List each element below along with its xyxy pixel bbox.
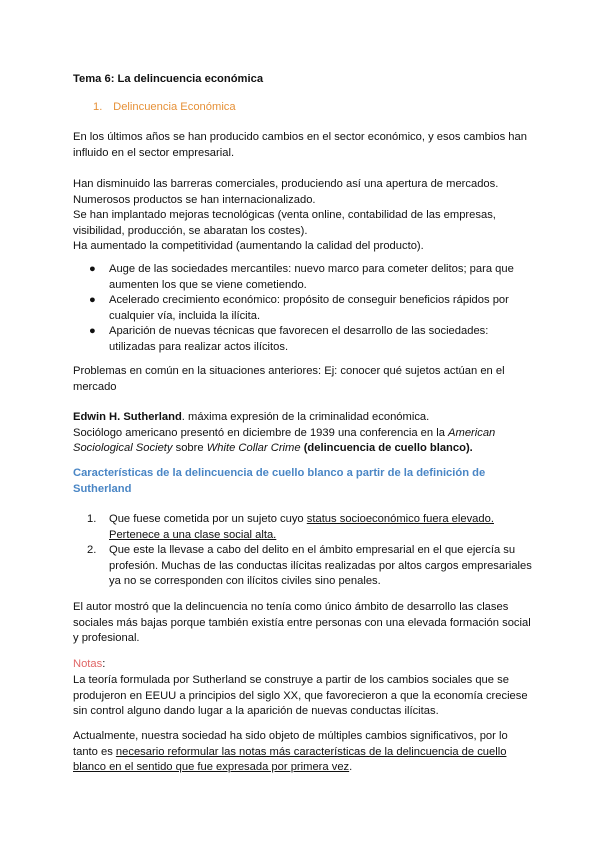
item-number: 2. (87, 544, 97, 556)
page-title: Tema 6: La delincuencia económica (73, 73, 264, 85)
changes-line: Han disminuido las barreras comerciales, produciendo así una apertura de mercados. (73, 178, 499, 190)
section-heading-delincuencia-economica (93, 100, 553, 116)
changes-line: Se han implantado mejoras tecnológicas (venta online, contabilidad de las empresas, visibilidad, producción, se abaratan los costes). (73, 209, 496, 237)
society-name: American Sociological Society (73, 426, 496, 454)
work-title: White Collar Crime (206, 442, 301, 454)
bullet-icon: ● (89, 263, 96, 275)
underlined-text: status socioeconómico fuera elevado. Pertenece a una clase social alta. (109, 513, 494, 541)
author-name: Edwin H. Sutherland (73, 411, 182, 423)
notes-paragraph-2: Actualmente, nuestra sociedad ha sido objeto de múltiples cambios significativos, por lo tanto es necesario reformular las notas más características de la delincuencia de cuello blanco en el sentido que fue expresada por primera vez. (73, 730, 508, 773)
notes-paragraph-1: La teoría formulada por Sutherland se construye a partir de los cambios sociales que se produjeron en EEUU a principios del siglo XX, que favorecieron a que la economía creciese sin control alguno dando lugar a la aparición de nuevas conductas ilícitas. (73, 674, 528, 717)
list-item: ● Aparición de nuevas técnicas que favorecen el desarrollo de las sociedades: utilizadas para realizar actos ilícitos. (89, 325, 489, 353)
section-heading-text: Delincuencia Económica (113, 101, 236, 113)
changes-line: Numerosos productos se han internacionalizado. (73, 193, 316, 206)
changes-line: Ha aumentado la competitividad (aumentando la calidad del producto). (73, 240, 424, 252)
sutherland-paragraph: Edwin H. Sutherland. máxima expresión de la criminalidad económica. Sociólogo americano presentó en diciembre de 1939 una conferencia en la American Sociological Society sobre White Collar Crime (delincuencia de cuello blanco). (73, 411, 496, 454)
characteristics-list (73, 512, 533, 590)
characteristics-heading: Características de la delincuencia de cuello blanco a partir de la definición de Sutherland (73, 467, 486, 495)
bullet-list (73, 262, 533, 355)
list-item: ● Acelerado crecimiento económico: propósito de conseguir beneficios rápidos por cualquier vía, incluida la ilícita. (89, 294, 509, 322)
bullet-icon: ● (89, 294, 96, 306)
changes-paragraph (73, 177, 533, 255)
notes-label: Notas: (73, 658, 106, 670)
list-item: 1. Que fuese cometida por un sujeto cuyo status socioeconómico fuera elevado. Pertenece a una clase social alta. (87, 513, 494, 541)
intro-paragraph: En los últimos años se han producido cambios en el sector económico, y esos cambios han influido en el sector empresarial. (73, 131, 527, 159)
underlined-text: necesario reformular las notas más características de la delincuencia de cuello blanco en el sentido que fue expresada por primera vez (73, 745, 507, 773)
list-item: ● Auge de las sociedades mercantiles: nuevo marco para cometer delitos; para que aumenten los que se viene cometiendo. (89, 263, 514, 291)
problems-paragraph: Problemas en común en la situaciones anteriores: Ej: conocer qué sujetos actúan en el mercado (73, 365, 505, 393)
list-item: 2. Que este la llevase a cabo del delito en el ámbito empresarial en el que ejercía su profesión. Muchas de las conductas ilícitas realizadas por altos cargos empresariales ya no se corresponden con ilícitos civiles sino penales. (87, 544, 532, 587)
item-number: 1. (87, 513, 97, 525)
section-number: 1. (93, 101, 103, 113)
bullet-icon: ● (89, 325, 96, 337)
author-paragraph: El autor mostró que la delincuencia no tenía como único ámbito de desarrollo las clases sociales más bajas porque también existía entre personas con una elevada formación social y profesional. (73, 601, 531, 644)
